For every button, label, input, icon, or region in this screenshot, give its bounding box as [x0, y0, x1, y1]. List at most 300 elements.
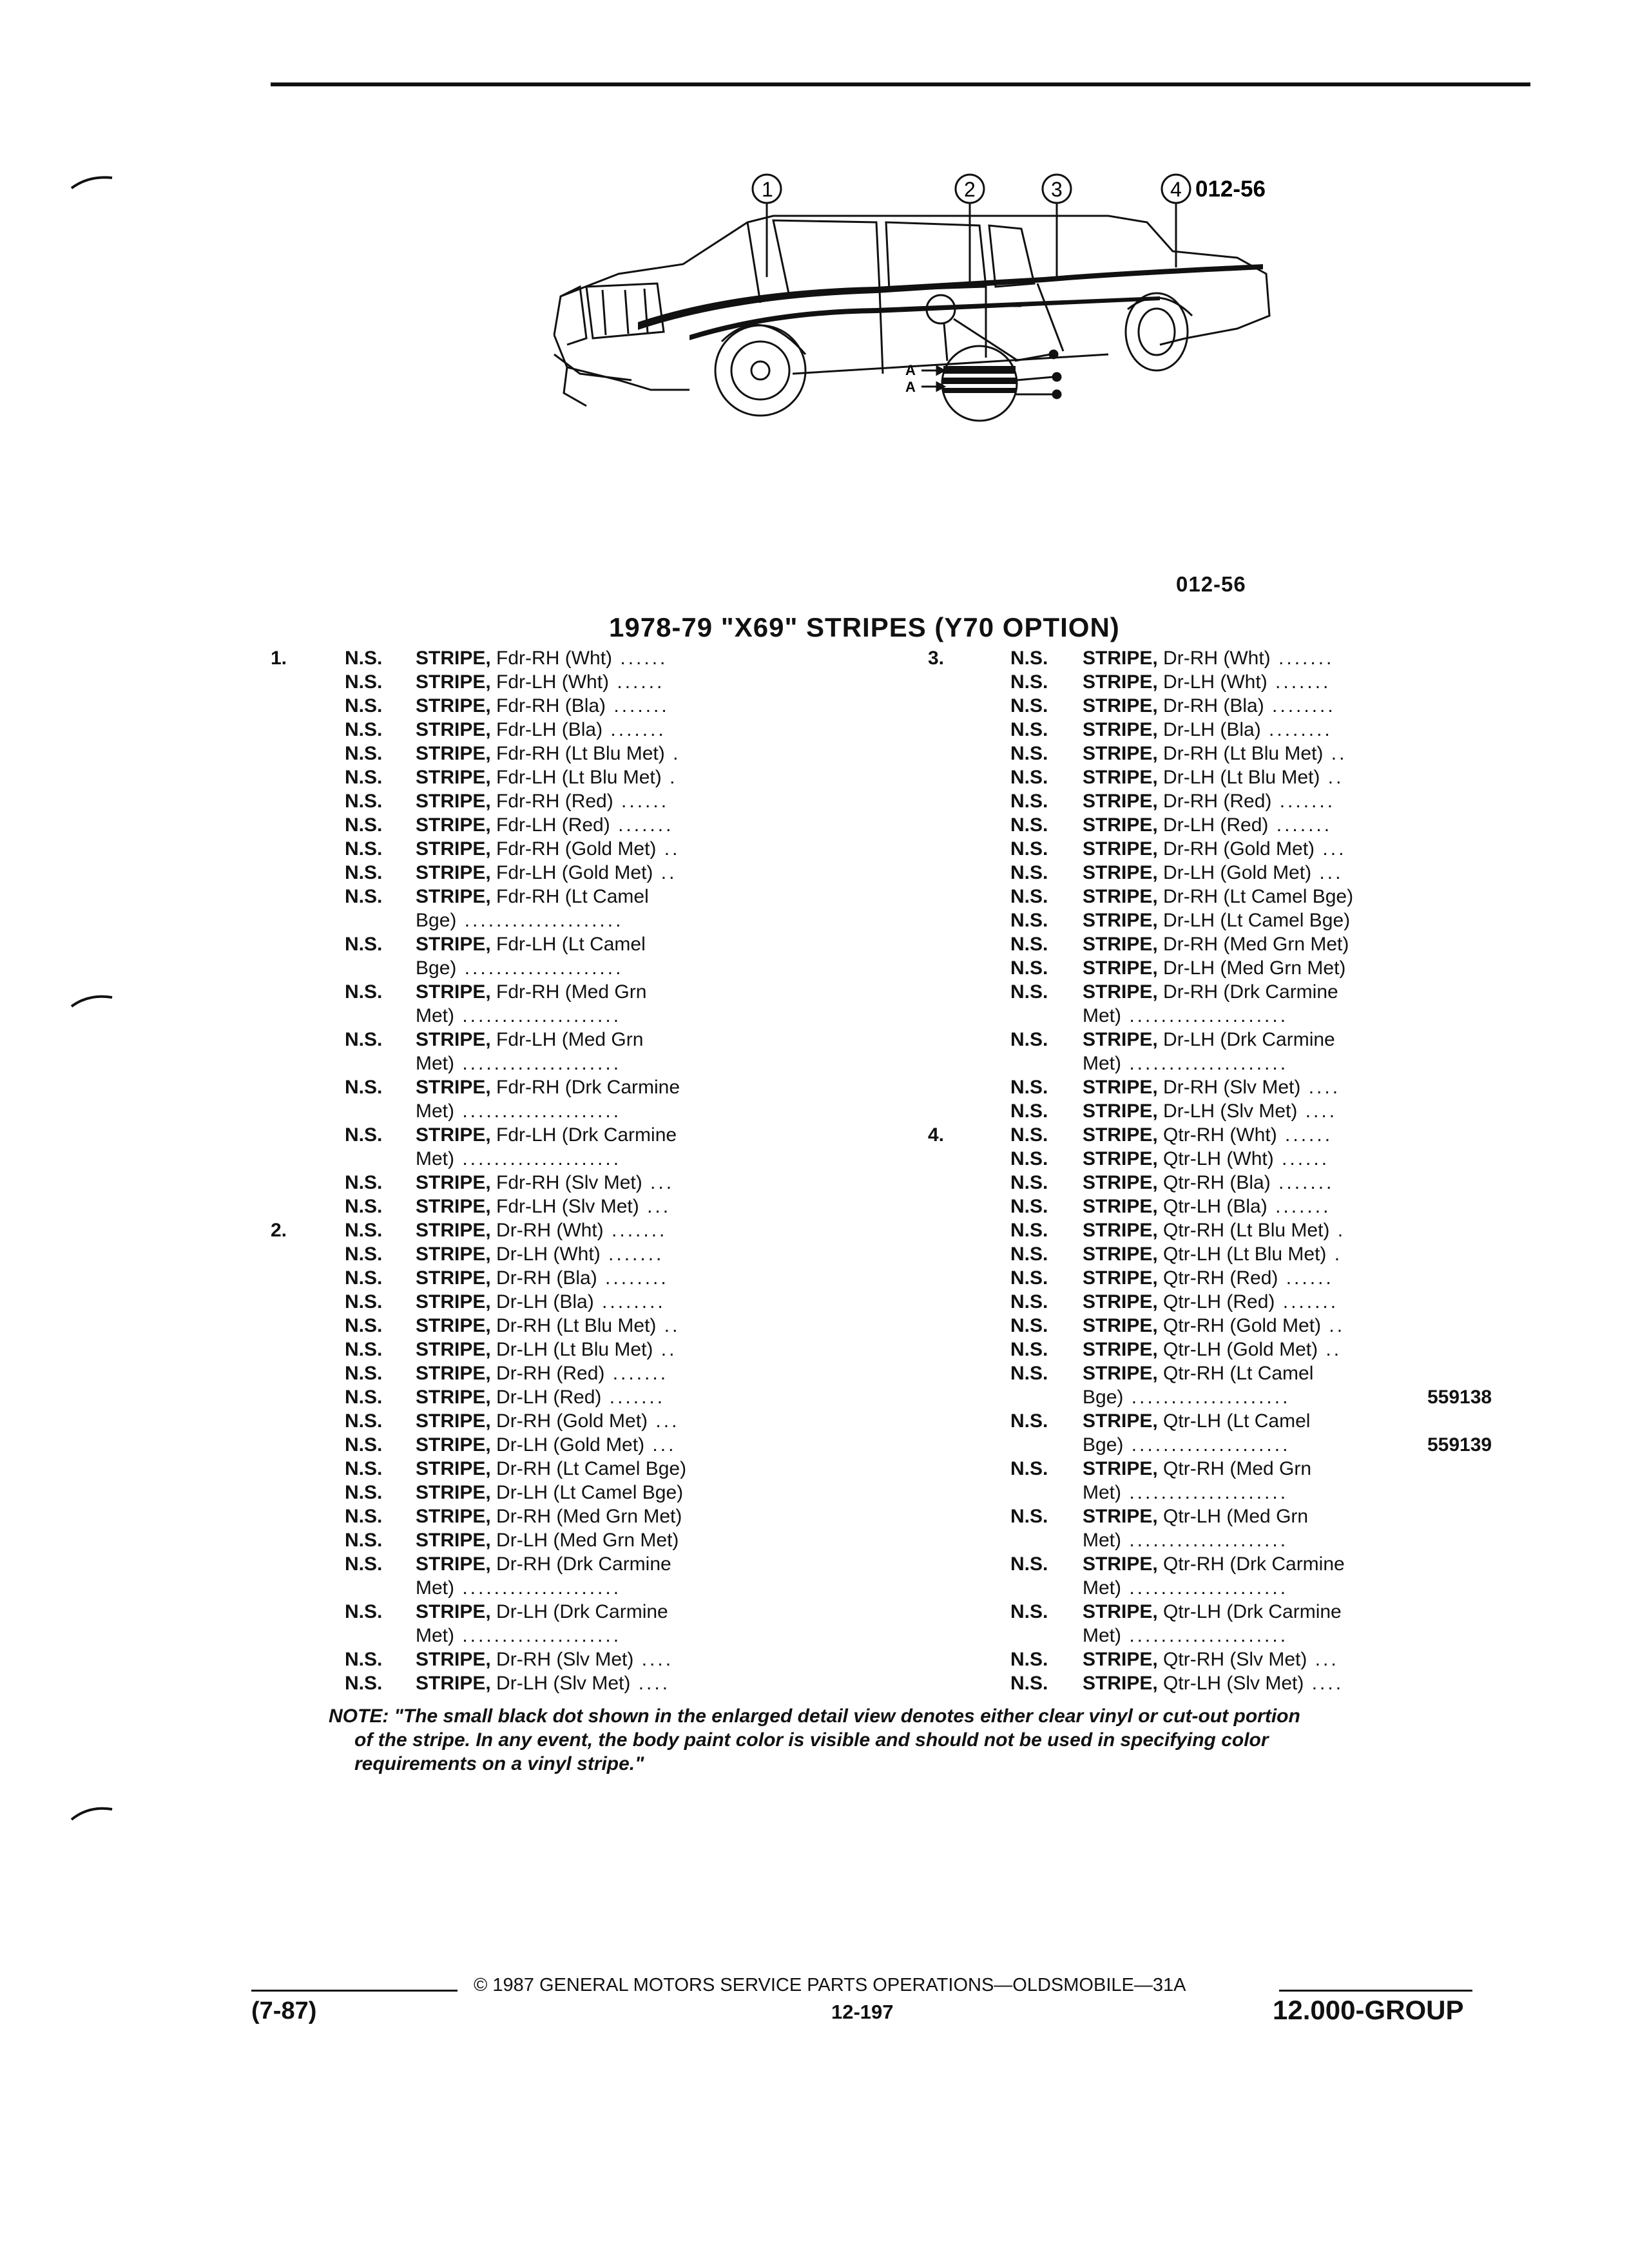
leader-dots: ........: [1260, 719, 1333, 740]
part-name: STRIPE,: [1083, 1172, 1158, 1193]
leader-dots: .......: [1271, 791, 1336, 812]
part-name: STRIPE,: [416, 1339, 491, 1360]
part-detail: Dr-RH (Bla): [496, 1267, 597, 1289]
part-number-ns: N.S.: [345, 886, 383, 907]
parts-list-row: [928, 1504, 1585, 1552]
part-name: STRIPE,: [1083, 1601, 1158, 1622]
part-description: [1083, 1338, 1342, 1361]
part-description: [1083, 1147, 1329, 1171]
part-number-ns: N.S.: [345, 1649, 383, 1670]
leader-dots: ....: [633, 1649, 674, 1670]
parts-list-row: [271, 1218, 786, 1242]
part-description-continued: [1083, 1385, 1290, 1409]
part-number-ns: N.S.: [1010, 1124, 1048, 1146]
leader-dots: .......: [601, 1387, 666, 1408]
parts-list-row: [928, 1671, 1585, 1695]
parts-list-row: [271, 932, 786, 980]
part-description: [1083, 1409, 1310, 1433]
leader-dots: ....................: [1121, 1577, 1289, 1599]
parts-list-row: [928, 765, 1585, 789]
part-name: STRIPE,: [1083, 1673, 1158, 1694]
parts-list-row: [928, 670, 1585, 694]
part-detail: Bge): [1083, 1387, 1124, 1408]
part-number-ns: N.S.: [1010, 1649, 1048, 1670]
part-number-ns: N.S.: [1010, 1291, 1048, 1312]
part-detail: Dr-LH (Lt Blu Met): [1163, 767, 1320, 788]
part-name: STRIPE,: [416, 767, 491, 788]
part-number-ns: N.S.: [1010, 743, 1048, 764]
leader-dots: ..: [656, 838, 680, 860]
parts-list-row: [271, 670, 786, 694]
part-name: STRIPE,: [1083, 838, 1158, 860]
part-description: [416, 861, 677, 885]
part-number-ns: N.S.: [345, 862, 383, 883]
part-name: STRIPE,: [1083, 934, 1158, 955]
part-name: STRIPE,: [1083, 1315, 1158, 1336]
parts-list-row: [928, 908, 1585, 932]
part-name: STRIPE,: [1083, 1029, 1158, 1050]
callout-2: 2: [964, 178, 976, 201]
leader-dots: .......: [606, 695, 670, 716]
part-detail: Bge): [416, 910, 457, 931]
part-detail: Qtr-LH (Lt Camel: [1163, 1410, 1311, 1432]
part-description-continued: [416, 908, 623, 932]
parts-list-row: [928, 1552, 1585, 1600]
part-number-ns: N.S.: [1010, 886, 1048, 907]
leader-dots: ....: [1297, 1100, 1338, 1122]
part-detail: Qtr-RH (Wht): [1163, 1124, 1277, 1146]
part-detail: Dr-RH (Bla): [1163, 695, 1264, 716]
part-description-continued: [1083, 1624, 1288, 1648]
part-name: STRIPE,: [1083, 981, 1158, 1003]
part-name: STRIPE,: [416, 934, 491, 955]
parts-list-row: [928, 1028, 1585, 1075]
part-name: STRIPE,: [1083, 1458, 1158, 1479]
part-detail: Dr-RH (Med Grn Met): [1163, 934, 1349, 955]
note: [329, 1704, 1501, 1776]
part-description: [416, 980, 646, 1004]
leader-dots: ........: [593, 1291, 666, 1312]
part-description: [416, 837, 680, 861]
part-detail: Dr-RH (Gold Met): [496, 1410, 648, 1432]
part-detail: Fdr-RH (Wht): [496, 648, 613, 669]
part-name: STRIPE,: [1083, 767, 1158, 788]
parts-list-row: [271, 885, 786, 932]
parts-list-row: [271, 1385, 786, 1409]
part-detail: Dr-RH (Slv Met): [1163, 1077, 1301, 1098]
part-detail: Qtr-LH (Slv Met): [1163, 1673, 1304, 1694]
group-number: 3.: [928, 648, 945, 669]
part-detail: Dr-LH (Gold Met): [1163, 862, 1312, 883]
part-name: STRIPE,: [416, 1530, 491, 1551]
leader-dots: .......: [1267, 1196, 1331, 1217]
note-line: requirements on a vinyl stripe.": [354, 1753, 644, 1774]
leader-dots: ....: [1300, 1077, 1341, 1098]
part-name: STRIPE,: [416, 791, 491, 812]
part-number-ns: N.S.: [1010, 838, 1048, 860]
part-detail: Met): [416, 1148, 454, 1169]
parts-list-row: [928, 1361, 1585, 1409]
leader-dots: ......: [1277, 1124, 1333, 1146]
part-detail: Dr-RH (Wht): [496, 1220, 604, 1241]
part-description: [1083, 1671, 1344, 1695]
part-name: STRIPE,: [1083, 1148, 1158, 1169]
part-description: [416, 1481, 683, 1504]
part-name: STRIPE,: [416, 1673, 491, 1694]
part-number-ns: N.S.: [345, 1434, 383, 1456]
car-stripe-illustration: [541, 161, 1327, 561]
part-description: [416, 1338, 677, 1361]
footer-copyright: © 1987 GENERAL MOTORS SERVICE PARTS OPERATIONS—OLDSMOBILE—31A: [474, 1975, 1186, 1995]
part-description: [1083, 718, 1333, 742]
part-description-continued: [1083, 1576, 1288, 1600]
part-detail: Dr-LH (Wht): [496, 1244, 601, 1265]
part-number-ns: N.S.: [1010, 767, 1048, 788]
part-name: STRIPE,: [1083, 695, 1158, 716]
part-description: [416, 1028, 643, 1052]
part-description: [416, 694, 670, 718]
part-number-ns: N.S.: [345, 1291, 383, 1312]
part-description: [1083, 1504, 1308, 1528]
parts-list-row: [271, 1409, 786, 1433]
part-detail: Dr-RH (Lt Blu Met): [1163, 743, 1324, 764]
part-detail: Fdr-LH (Med Grn: [496, 1029, 644, 1050]
part-description: [1083, 813, 1332, 837]
leader-dots: ..: [656, 1315, 680, 1336]
part-name: STRIPE,: [416, 1601, 491, 1622]
part-name: STRIPE,: [1083, 1196, 1158, 1217]
part-detail: Qtr-RH (Red): [1163, 1267, 1278, 1289]
part-number: 559138: [1427, 1387, 1492, 1408]
parts-list-row: [928, 885, 1585, 908]
part-number-ns: N.S.: [1010, 1148, 1048, 1169]
part-description: [1083, 742, 1347, 765]
part-number-ns: N.S.: [1010, 1363, 1048, 1384]
part-number-ns: N.S.: [1010, 934, 1048, 955]
part-description: [416, 1195, 671, 1218]
leader-dots: ........: [597, 1267, 669, 1289]
section-title: 1978-79 "X69" STRIPES (Y70 OPTION): [609, 612, 1120, 642]
leader-dots: ....................: [454, 1625, 622, 1646]
part-detail: Met): [416, 1625, 454, 1646]
part-description: [416, 1671, 670, 1695]
leader-dots: ......: [613, 791, 670, 812]
leader-dots: ......: [609, 671, 665, 693]
part-number-ns: N.S.: [1010, 1029, 1048, 1050]
part-number-ns: N.S.: [345, 1267, 383, 1289]
part-number-ns: N.S.: [345, 934, 383, 955]
part-name: STRIPE,: [1083, 1124, 1158, 1146]
part-number-ns: N.S.: [1010, 957, 1048, 979]
part-detail: Fdr-LH (Slv Met): [496, 1196, 639, 1217]
part-description: [416, 1171, 674, 1195]
part-description: [1083, 1075, 1340, 1099]
part-description: [1083, 694, 1336, 718]
part-description: [416, 765, 677, 789]
part-name: STRIPE,: [416, 1458, 491, 1479]
leader-dots: ..: [653, 862, 677, 883]
part-number-ns: N.S.: [1010, 1077, 1048, 1098]
part-name: STRIPE,: [416, 1267, 491, 1289]
parts-list-row: [271, 1481, 786, 1504]
part-detail: Bge): [1083, 1434, 1124, 1456]
part-name: STRIPE,: [1083, 886, 1158, 907]
part-description: [1083, 908, 1350, 932]
part-detail: Fdr-RH (Drk Carmine: [496, 1077, 680, 1098]
part-detail: Qtr-RH (Med Grn: [1163, 1458, 1312, 1479]
leader-dots: .......: [604, 1363, 669, 1384]
leader-dots: ......: [1273, 1148, 1330, 1169]
parts-list-row: [271, 1338, 786, 1361]
part-description: [416, 789, 669, 813]
part-detail: Dr-LH (Med Grn Met): [1163, 957, 1346, 979]
leader-dots: ....................: [454, 1005, 622, 1026]
part-description: [1083, 1648, 1339, 1671]
part-number-ns: N.S.: [345, 648, 383, 669]
part-description-continued: [1083, 1481, 1288, 1504]
part-detail: Met): [1083, 1577, 1121, 1599]
part-description: [1083, 956, 1345, 980]
note-line: NOTE: "The small black dot shown in the enlarged detail view denotes either clear vinyl or cut-out portion: [329, 1706, 1300, 1727]
part-number-ns: N.S.: [345, 1172, 383, 1193]
part-name: STRIPE,: [1083, 1363, 1158, 1384]
parts-list-row: [928, 1648, 1585, 1671]
part-description: [1083, 837, 1346, 861]
part-description: [1083, 885, 1353, 908]
part-description: [416, 670, 664, 694]
part-name: STRIPE,: [416, 1434, 491, 1456]
part-number-ns: N.S.: [345, 814, 383, 836]
parts-list-row: [928, 789, 1585, 813]
parts-list-row: [928, 1195, 1585, 1218]
leader-dots: .......: [1275, 1291, 1339, 1312]
parts-list-row: [271, 1433, 786, 1457]
part-number-ns: N.S.: [1010, 695, 1048, 716]
leader-dots: ..: [1321, 1315, 1345, 1336]
part-name: STRIPE,: [416, 862, 491, 883]
part-description: [1083, 765, 1344, 789]
part-name: STRIPE,: [416, 814, 491, 836]
part-name: STRIPE,: [1083, 1410, 1158, 1432]
leader-dots: .: [664, 743, 681, 764]
leader-dots: ....................: [454, 1053, 622, 1074]
part-detail: Fdr-LH (Lt Camel: [496, 934, 646, 955]
parts-list-row: [271, 1075, 786, 1123]
leader-dots: ........: [1264, 695, 1336, 716]
leader-dots: ....................: [456, 910, 624, 931]
part-detail: Met): [1083, 1482, 1121, 1503]
part-name: STRIPE,: [416, 1649, 491, 1670]
part-description-continued: [416, 1624, 621, 1648]
part-name: STRIPE,: [1083, 910, 1158, 931]
part-detail: Dr-LH (Med Grn Met): [496, 1530, 679, 1551]
part-number-ns: N.S.: [345, 1387, 383, 1408]
part-description: [1083, 1099, 1337, 1123]
part-number-ns: N.S.: [345, 1315, 383, 1336]
leader-dots: .: [1326, 1244, 1343, 1265]
leader-dots: ..: [653, 1339, 677, 1360]
part-number-ns: N.S.: [1010, 1220, 1048, 1241]
leader-dots: .......: [1270, 1172, 1335, 1193]
part-number-ns: N.S.: [345, 1077, 383, 1098]
leader-dots: ..: [1320, 767, 1344, 788]
parts-list-row: [271, 1195, 786, 1218]
part-detail: Fdr-RH (Red): [496, 791, 613, 812]
parts-list-row: [271, 718, 786, 742]
part-detail: Qtr-RH (Gold Met): [1163, 1315, 1322, 1336]
part-number-ns: N.S.: [1010, 1172, 1048, 1193]
part-detail: Fdr-LH (Gold Met): [496, 862, 653, 883]
part-description: [416, 1409, 679, 1433]
part-name: STRIPE,: [416, 743, 491, 764]
part-description: [416, 885, 649, 908]
part-detail: Dr-RH (Gold Met): [1163, 838, 1315, 860]
parts-list-row: [928, 1314, 1585, 1338]
leader-dots: ......: [612, 648, 668, 669]
binding-hole-mark: [70, 1804, 115, 1823]
parts-list-row: [928, 1099, 1585, 1123]
part-description: [416, 1600, 668, 1624]
part-detail: Bge): [416, 957, 457, 979]
part-detail: Fdr-RH (Slv Met): [496, 1172, 642, 1193]
parts-list-row: [271, 1600, 786, 1648]
footer-rule: [251, 1990, 458, 1992]
leader-dots: ....................: [1123, 1434, 1291, 1456]
part-detail: Dr-RH (Wht): [1163, 648, 1271, 669]
part-detail: Dr-LH (Drk Carmine: [496, 1601, 668, 1622]
part-description: [1083, 1195, 1331, 1218]
part-number-ns: N.S.: [345, 1601, 383, 1622]
part-name: STRIPE,: [416, 1482, 491, 1503]
leader-dots: ....................: [1123, 1387, 1291, 1408]
part-detail: Dr-LH (Bla): [1163, 719, 1261, 740]
part-detail: Met): [1083, 1530, 1121, 1551]
part-detail: Fdr-RH (Lt Camel: [496, 886, 649, 907]
detail-label-a: A: [905, 362, 916, 378]
part-detail: Dr-LH (Red): [496, 1387, 602, 1408]
part-number-ns: N.S.: [345, 1506, 383, 1527]
parts-list-row: [928, 1147, 1585, 1171]
part-description: [416, 742, 680, 765]
part-name: STRIPE,: [1083, 1244, 1158, 1265]
top-rule: [271, 82, 1530, 86]
part-description-continued: [1083, 1528, 1288, 1552]
part-number-ns: N.S.: [345, 671, 383, 693]
leader-dots: .......: [1267, 671, 1331, 693]
part-name: STRIPE,: [1083, 1220, 1158, 1241]
leader-dots: ...: [644, 1434, 677, 1456]
part-detail: Qtr-LH (Drk Carmine: [1163, 1601, 1342, 1622]
part-description: [1083, 1600, 1342, 1624]
parts-list-row: [928, 1457, 1585, 1504]
part-name: STRIPE,: [1083, 1339, 1158, 1360]
part-description-continued: [416, 1004, 621, 1028]
parts-list-row: [928, 980, 1585, 1028]
parts-list-row: [928, 718, 1585, 742]
binding-hole-mark: [70, 174, 115, 193]
part-description: [1083, 670, 1331, 694]
part-number-ns: N.S.: [1010, 1601, 1048, 1622]
part-name: STRIPE,: [416, 1553, 491, 1575]
leader-dots: ...: [1315, 838, 1347, 860]
parts-list-row: [271, 980, 786, 1028]
part-description: [416, 1457, 686, 1481]
part-description: [1083, 1218, 1345, 1242]
part-detail: Dr-LH (Lt Camel Bge): [496, 1482, 684, 1503]
part-detail: Dr-LH (Red): [1163, 814, 1269, 836]
part-detail: Qtr-LH (Gold Met): [1163, 1339, 1318, 1360]
parts-list-row: [928, 1075, 1585, 1099]
part-description: [416, 1648, 673, 1671]
leader-dots: ...: [1307, 1649, 1339, 1670]
leader-dots: .......: [610, 814, 674, 836]
part-detail: Qtr-RH (Lt Camel: [1163, 1363, 1314, 1384]
part-description: [416, 1242, 664, 1266]
parts-list-row: [271, 646, 786, 670]
part-detail: Qtr-LH (Med Grn: [1163, 1506, 1309, 1527]
part-number-ns: N.S.: [345, 1220, 383, 1241]
part-detail: Dr-LH (Gold Met): [496, 1434, 645, 1456]
part-detail: Dr-RH (Lt Camel Bge): [1163, 886, 1354, 907]
part-detail: Met): [1083, 1625, 1121, 1646]
part-number-ns: N.S.: [1010, 862, 1048, 883]
parts-list-row: [271, 813, 786, 837]
part-name: STRIPE,: [1083, 1267, 1158, 1289]
part-number-ns: N.S.: [1010, 1410, 1048, 1432]
part-name: STRIPE,: [416, 1172, 491, 1193]
parts-list-row: [271, 765, 786, 789]
part-detail: Dr-LH (Slv Met): [1163, 1100, 1298, 1122]
footer-rule: [1279, 1990, 1472, 1992]
part-detail: Fdr-LH (Red): [496, 814, 610, 836]
leader-dots: ....................: [456, 957, 624, 979]
part-detail: Dr-RH (Lt Camel Bge): [496, 1458, 687, 1479]
part-description: [1083, 646, 1334, 670]
part-number-ns: N.S.: [1010, 1100, 1048, 1122]
leader-dots: ....................: [1121, 1625, 1289, 1646]
parts-list-right-column: [928, 646, 1585, 1695]
part-description-continued: [1083, 1052, 1288, 1075]
callout-3: 3: [1051, 178, 1063, 201]
parts-list-row: [271, 1242, 786, 1266]
part-description: [416, 1504, 682, 1528]
part-number-ns: N.S.: [345, 1244, 383, 1265]
part-description: [416, 932, 646, 956]
leader-dots: .......: [1268, 814, 1333, 836]
part-name: STRIPE,: [416, 719, 491, 740]
part-description: [1083, 932, 1349, 956]
footer-group: 12.000-GROUP: [1273, 1995, 1464, 2025]
leader-dots: ....: [1304, 1673, 1344, 1694]
part-detail: Qtr-RH (Lt Blu Met): [1163, 1220, 1330, 1241]
part-number-ns: N.S.: [345, 1410, 383, 1432]
part-number-ns: N.S.: [1010, 910, 1048, 931]
part-name: STRIPE,: [416, 981, 491, 1003]
part-name: STRIPE,: [1083, 957, 1158, 979]
leader-dots: ....................: [454, 1100, 622, 1122]
part-name: STRIPE,: [1083, 671, 1158, 693]
part-number-ns: N.S.: [1010, 648, 1048, 669]
leader-dots: .......: [602, 719, 666, 740]
leader-dots: .......: [600, 1244, 664, 1265]
leader-dots: ....: [630, 1673, 671, 1694]
part-description: [416, 1385, 665, 1409]
part-detail: Dr-RH (Slv Met): [496, 1649, 634, 1670]
part-description-continued: [1083, 1433, 1290, 1457]
part-description: [1083, 1266, 1334, 1290]
leader-dots: ..: [1318, 1339, 1342, 1360]
part-description-continued: [416, 1052, 621, 1075]
